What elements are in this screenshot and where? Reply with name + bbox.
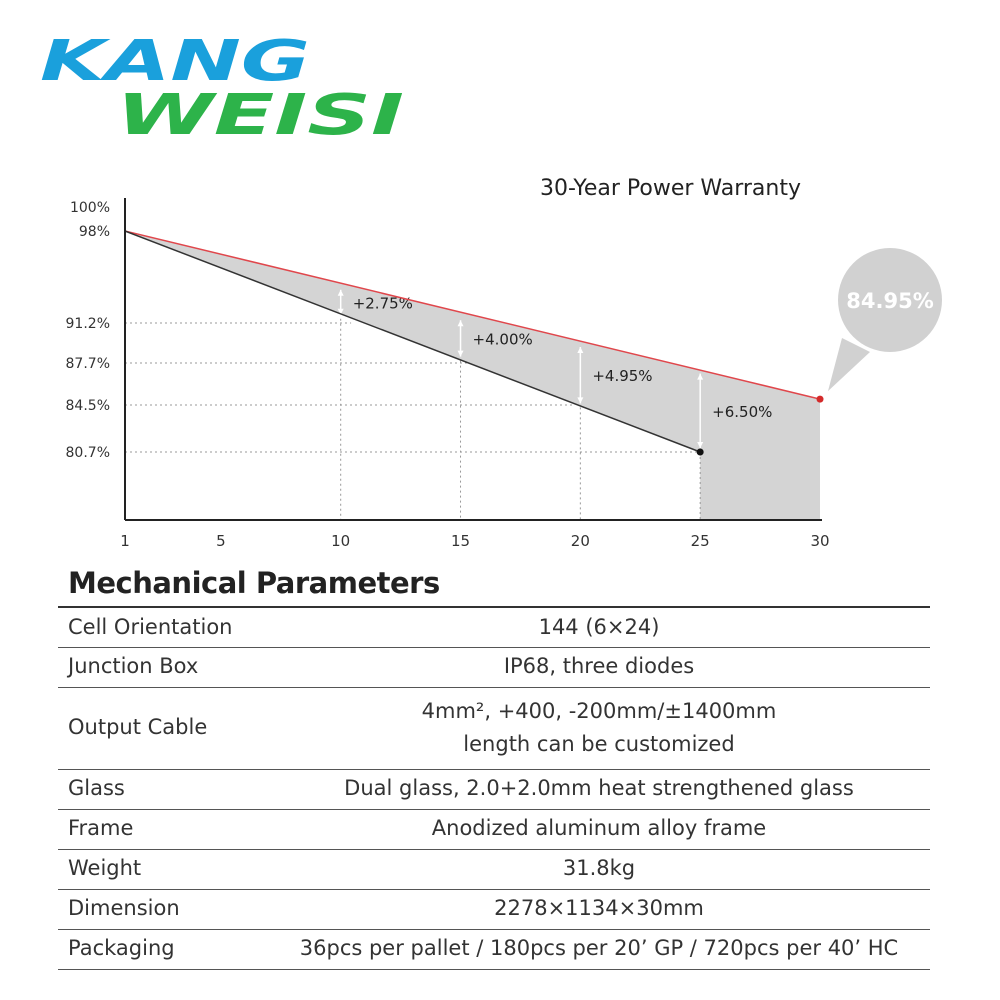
warranty-gain-area (125, 231, 820, 520)
y-tick-label: 87.7% (65, 356, 110, 372)
callout-value: 84.95% (846, 289, 934, 313)
warranty-line-red (125, 231, 820, 399)
param-label: Output Cable (58, 687, 268, 769)
param-value: Anodized aluminum alloy frame (268, 809, 930, 849)
table-row (58, 929, 930, 969)
x-tick-label: 10 (331, 532, 351, 550)
x-tick-label: 5 (216, 532, 226, 550)
param-value: 144 (6×24) (268, 607, 930, 647)
table-row (58, 647, 930, 687)
table-row (58, 769, 930, 809)
standard-end-point (697, 449, 704, 456)
param-value: IP68, three diodes (268, 647, 930, 687)
param-value: 31.8kg (268, 849, 930, 889)
gain-label: +6.50% (712, 402, 773, 421)
chart-title: 30-Year Power Warranty (540, 176, 802, 201)
brand-logo (40, 32, 410, 142)
param-label: Junction Box (58, 647, 268, 687)
section-title: Mechanical Parameters (68, 566, 440, 600)
param-label: Frame (58, 809, 268, 849)
y-tick-label: 91.2% (65, 316, 110, 332)
table-row (58, 849, 930, 889)
warranty-end-point (817, 396, 824, 403)
x-tick-label: 25 (690, 532, 710, 550)
standard-line-black (125, 231, 700, 452)
callout-pointer (828, 338, 870, 391)
y-tick-label: 84.5% (65, 398, 110, 414)
param-value: 2278×1134×30mm (268, 889, 930, 929)
x-tick-label: 1 (120, 532, 130, 550)
table-row (58, 889, 930, 929)
table-row (58, 687, 930, 769)
brand-logo-line2: WEISI (116, 83, 404, 142)
param-value: Dual glass, 2.0+2.0mm heat strengthened glass (268, 769, 930, 809)
y-tick-label: 100% (69, 200, 110, 216)
param-value: 36pcs per pallet / 180pcs per 20’ GP / 720pcs per 40’ HC (268, 929, 930, 969)
brand-logo-line1: KANG (40, 32, 310, 94)
gain-label: +2.75% (352, 294, 413, 313)
param-label: Packaging (58, 929, 268, 969)
param-label: Cell Orientation (58, 607, 268, 647)
param-label: Glass (58, 769, 268, 809)
y-tick-label: 80.7% (65, 445, 110, 461)
brand-logo-mark (40, 32, 410, 142)
param-value (268, 687, 930, 769)
table-row (58, 607, 930, 647)
gain-label: +4.95% (592, 367, 653, 386)
warranty-chart (0, 190, 1000, 560)
param-label: Dimension (58, 889, 268, 929)
mechanical-parameters-table (58, 606, 930, 970)
x-tick-label: 30 (810, 532, 830, 550)
param-value-line2: length can be customized (463, 732, 735, 756)
table-row (58, 809, 930, 849)
param-label: Weight (58, 849, 268, 889)
gain-label: +4.00% (472, 330, 533, 349)
x-tick-label: 15 (450, 532, 471, 550)
x-tick-label: 20 (570, 532, 590, 550)
y-tick-label: 98% (78, 224, 110, 240)
param-value-line1: 4mm², +400, -200mm/±1400mm (421, 698, 777, 723)
